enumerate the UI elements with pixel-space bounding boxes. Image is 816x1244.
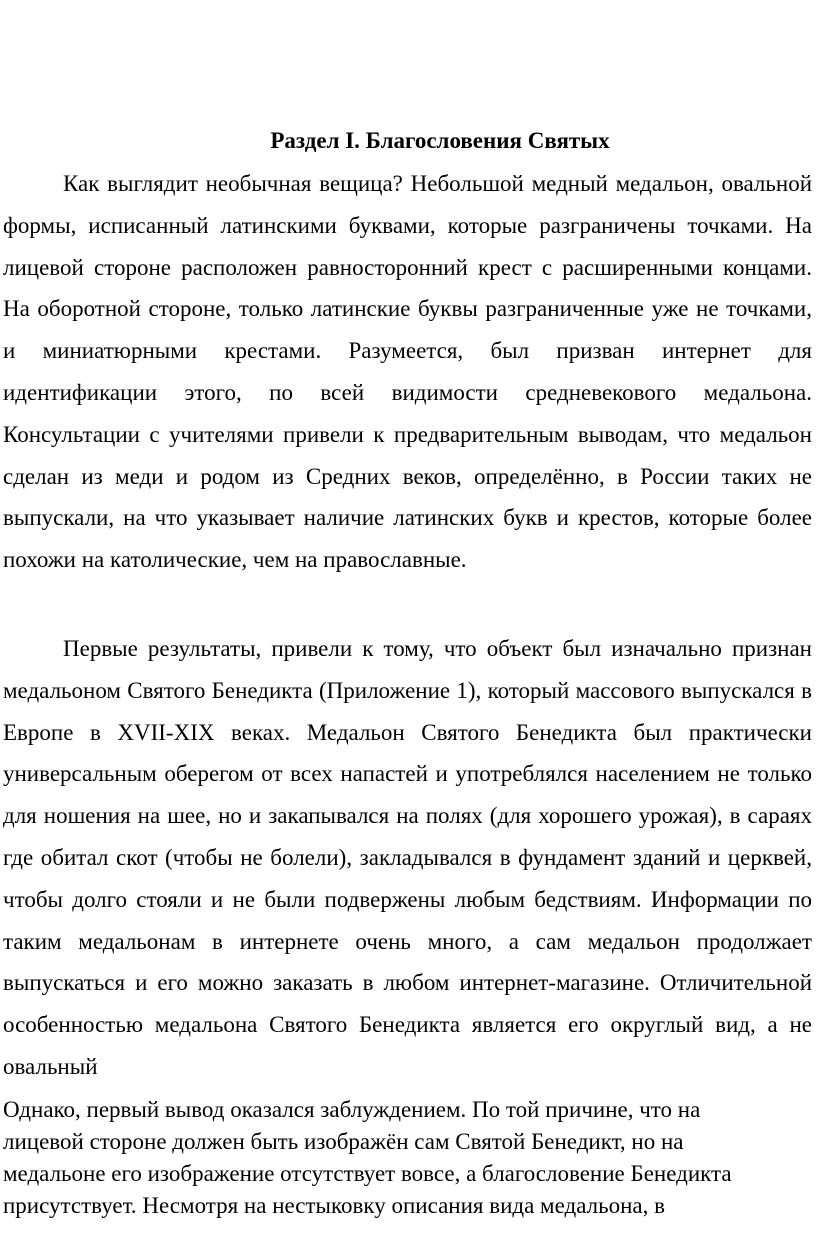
paragraph-saint-benedict: Первые результаты, привели к тому, что объект был изначально признан медальоном Святого Бенедикта (Приложение 1), который массового выпускался в Европе в XVII-XIX веках. Медальон Святого Бенедикта был практически универсальным оберегом от всех напастей и употреблялся населением не только для ношения на шее, но и закапывался на полях (для хорошего урожая), в сараях где обитал скот (чтобы не болели), закладывался в фундамент зданий и церквей, чтобы долго стояли и не были подвержены любым бедствиям. Информации по таким медальонам в интернете очень много, а сам медальон продолжает выпускаться и его можно заказать в любом интернет-магазине. Отличительной особенностью медальона Святого Бенедикта является его округлый вид, а не овальный xyxy=(3,636,812,1079)
paragraph-medallion-description: Как выглядит необычная вещица? Небольшой медный медальон, овальной формы, исписанный латинскими буквами, которые разграничены точками. На лицевой стороне расположен равносторонний крест с расширенными концами. На оборотной стороне, только латинские буквы разграниченные уже не точками, и миниатюрными крестами. Разумеется, был призван интернет для идентификации этого, по всей видимости средневекового медальона. Консультации с учителями привели к предварительным выводам, что медальон сделан из меди и родом из Средних веков, определённо, в России таких не выпускали, на что указывает наличие латинских букв и крестов, которые более похожи на католические, чем на православные. xyxy=(3,171,812,573)
paragraph-conclusion: Однако, первый вывод оказался заблуждением. По той причине, что на лицевой стороне должен быть изображён сам Святой Бенедикт, но на медальоне его изображение отсутствует вовсе, а благословение Бенедикта присутствует. Несмотря на нестыковку описания вида медальона, в xyxy=(3,1097,732,1218)
section-heading: Раздел I. Благословения Святых xyxy=(270,128,610,153)
